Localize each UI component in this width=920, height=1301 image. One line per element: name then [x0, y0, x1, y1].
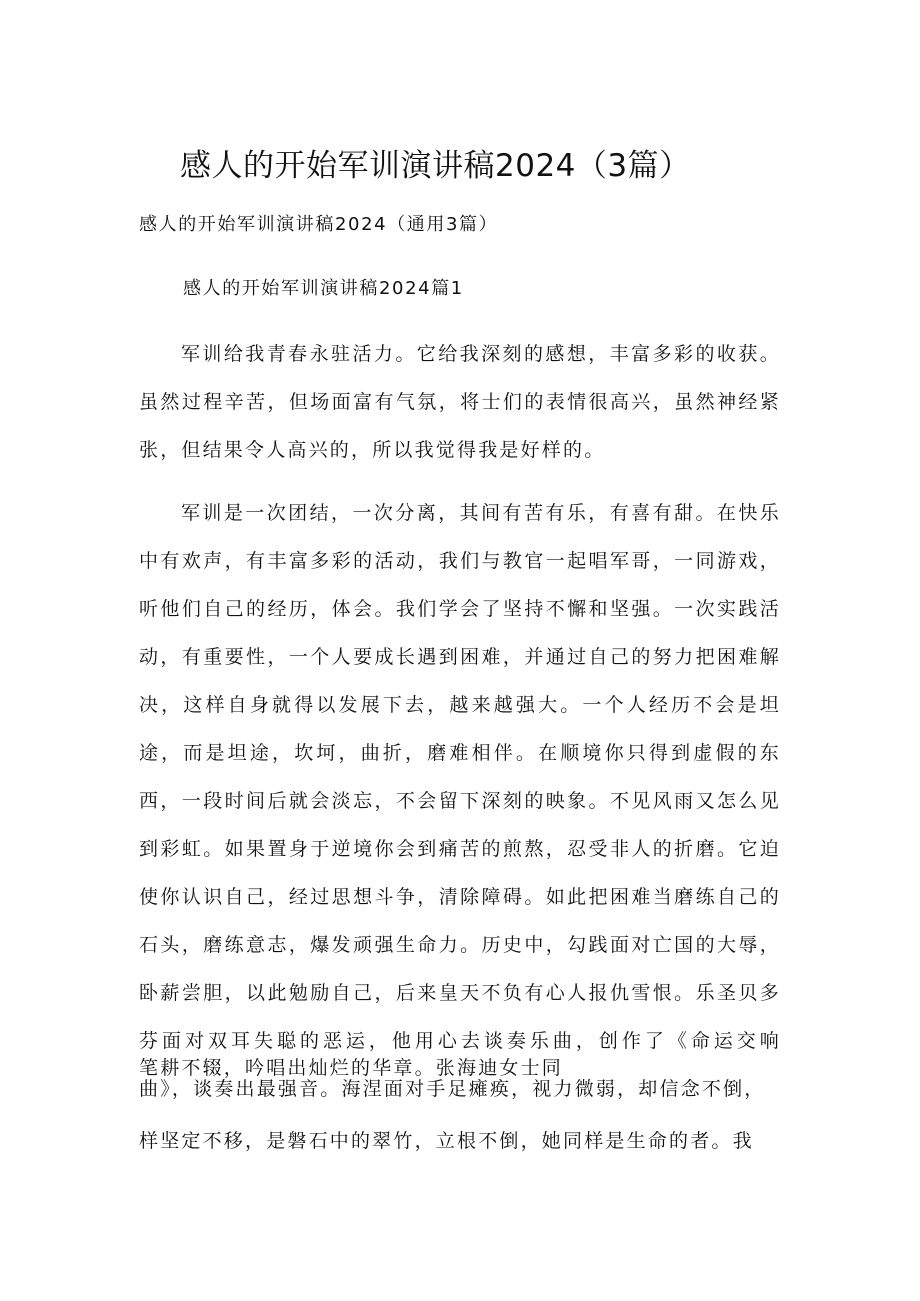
document-title: 感人的开始军训演讲稿2024（3篇）: [180, 148, 691, 184]
paragraph-line: 笔耕不辍，吟唱出灿烂的华章。张海迪女士同: [139, 1057, 564, 1079]
document-subtitle: 感人的开始军训演讲稿2024（通用3篇）: [139, 214, 499, 235]
section-heading: 感人的开始军训演讲稿2024篇1: [183, 278, 464, 299]
paragraph: 军训给我青春永驻活力。它给我深刻的感想，丰富多彩的收获。虽然过程辛苦，但场面富有气氛，将士们的表情很高兴，虽然神经紧张，但结果令人高兴的，所以我觉得我是好样的。: [139, 343, 781, 461]
paragraph: 军训是一次团结，一次分离，其间有苦有乐，有喜有甜。在快乐中有欢声，有丰富多彩的活动，我们与教官一起唱军哥，一同游戏，听他们自己的经历，体会。我们学会了坚持不懈和坚强。一次实践活动，有重要性，一个人要成长遇到困难，并通过自己的努力把困难解决，这样自身就得以发展下去，越来越强大。一个人经历不会是坦途，而是坦途，坎坷，曲折，磨难相伴。在顺境你只得到虚假的东西，一段时间后就会淡忘，不会留下深刻的映象。不见风雨又怎么见到彩虹。如果置身于逆境你会到痛苦的煎熬，忍受非人的折磨。它迫使你认识自己，经过思想斗争，清除障碍。如此把困难当磨练自己的石头，磨练意志，爆发顽强生命力。历史中，勾践面对亡国的大辱，卧薪尝胆，以此勉励自己，后来皇天不负有心人报仇雪恨。乐圣贝多芬面对双耳失聪的恶运，他用心去谈奏乐曲，创作了《命运交响曲》，谈奏出最强音。海涅面对手足瘫痪，视力微弱，却信念不倒，: [139, 502, 781, 1100]
paragraph-line: 样坚定不移，是磐石中的翠竹，立根不倒，她同样是生命的者。我: [139, 1130, 754, 1152]
